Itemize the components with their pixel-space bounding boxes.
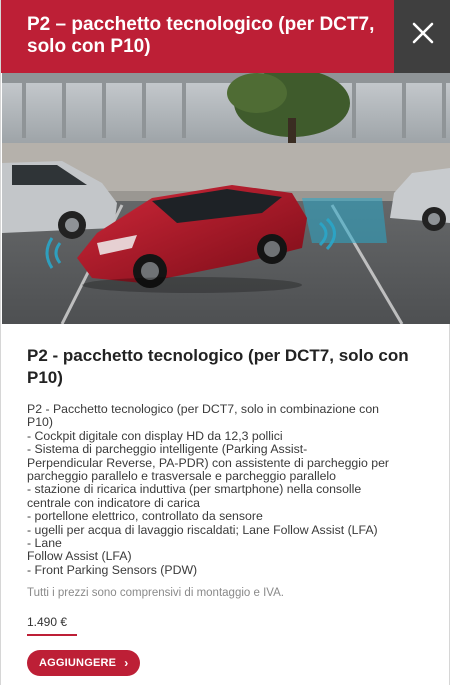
description-line: - Sistema di parcheggio intelligente (Parking Assist- <box>27 442 308 457</box>
price-underline <box>27 634 77 636</box>
description-line: P10) <box>27 415 53 430</box>
close-button[interactable] <box>394 0 450 73</box>
product-content <box>27 345 427 676</box>
modal-header <box>1 0 450 73</box>
description-line: centrale con indicatore di carica <box>27 495 200 510</box>
modal-title: P2 – pacchetto tecnologico (per DCT7, solo con P10) <box>27 14 375 57</box>
description-line: - ugelli per acqua di lavaggio riscaldati; Lane Follow Assist (LFA) <box>27 522 378 537</box>
description-line: - Lane <box>27 536 62 551</box>
product-title: P2 - pacchetto tecnologico (per DCT7, solo con P10) <box>27 346 409 387</box>
description-line: - stazione di ricarica induttiva (per smartphone) nella consolle <box>27 482 362 497</box>
add-button[interactable] <box>27 650 140 676</box>
description-line: P2 - Pacchetto tecnologico (per DCT7, solo in combinazione con <box>27 402 380 416</box>
product-description <box>27 403 427 577</box>
car-photo <box>2 73 450 324</box>
chevron-right-icon: › <box>124 656 129 671</box>
close-icon <box>412 22 434 44</box>
description-line: - Front Parking Sensors (PDW) <box>27 562 198 577</box>
description-line: - portellone elettrico, controllato da sensore <box>27 509 263 524</box>
description-line: Follow Assist (LFA) <box>27 549 132 564</box>
description-line: parcheggio parallelo e trasversale e parcheggio parallelo <box>27 469 336 484</box>
add-button-label: AGGIUNGERE <box>39 657 117 670</box>
price-note: Tutti i prezzi sono comprensivi di montaggio e IVA. <box>27 587 284 600</box>
description-line: - Cockpit digitale con display HD da 12,3 pollici <box>27 428 283 443</box>
description-line: Perpendicular Reverse, PA-PDR) con assistente di parcheggio per <box>27 455 390 470</box>
price-value: 1.490 € <box>27 615 68 630</box>
